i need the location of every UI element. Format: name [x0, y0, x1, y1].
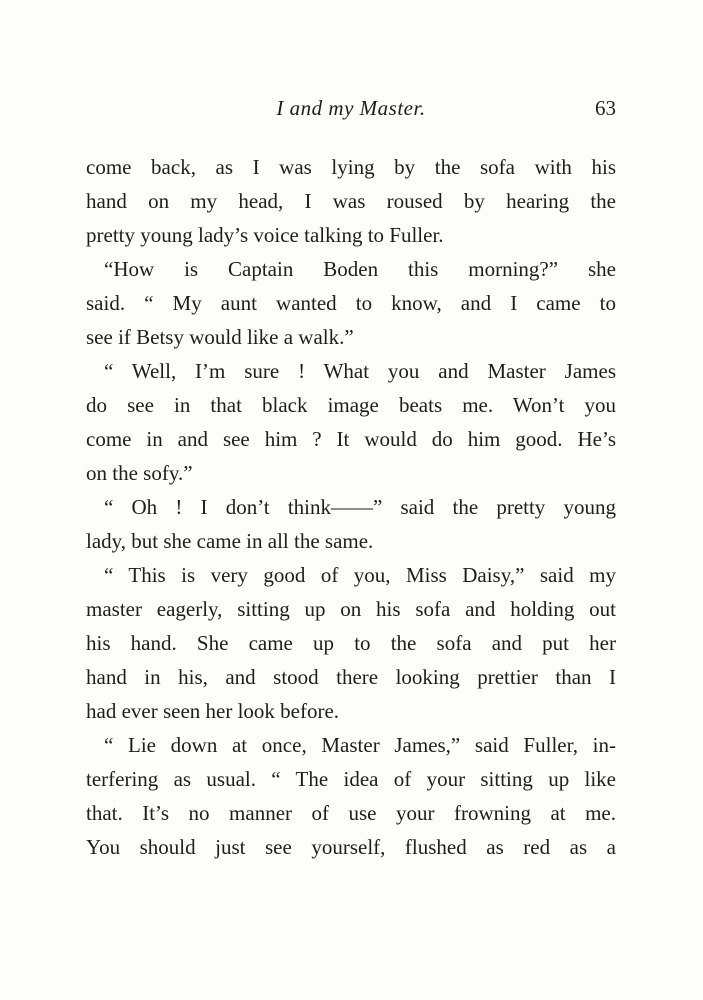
text-line: do see in that black image beats me. Won’t you — [86, 393, 616, 417]
text-line: terfering as usual. “ The idea of your sitting up like — [86, 767, 616, 791]
text-line: You should just see yourself, flushed as red as a — [86, 835, 616, 859]
text-line: “ Lie down at once, Master James,” said Fuller, in- — [104, 733, 616, 757]
text-line: lady, but she came in all the same. — [86, 529, 374, 553]
running-head — [86, 96, 616, 130]
text-line: his hand. She came up to the sofa and put her — [86, 631, 616, 655]
text-line: hand in his, and stood there looking prettier than I — [86, 665, 616, 689]
page-number: 63 — [595, 96, 616, 120]
running-title: I and my Master. — [276, 96, 426, 120]
text-line: “How is Captain Boden this morning?” she — [104, 257, 616, 281]
text-line: had ever seen her look before. — [86, 699, 340, 723]
text-line: on the sofy.” — [86, 461, 193, 485]
text-line: hand on my head, I was roused by hearing the — [86, 189, 616, 213]
text-line: that. It’s no manner of use your frowning at me. — [86, 801, 616, 825]
text-line: come back, as I was lying by the sofa with his — [86, 155, 616, 179]
text-line: master eagerly, sitting up on his sofa and holding out — [86, 597, 616, 621]
text-line: pretty young lady’s voice talking to Fuller. — [86, 223, 444, 247]
text-line: “ Well, I’m sure ! What you and Master James — [104, 359, 616, 383]
text-line: come in and see him ? It would do him good. He’s — [86, 427, 616, 451]
text-line: said. “ My aunt wanted to know, and I came to — [86, 291, 616, 315]
text-line: “ This is very good of you, Miss Daisy,” said my — [104, 563, 616, 587]
body-text — [86, 150, 616, 864]
text-line: “ Oh ! I don’t think——” said the pretty young — [104, 495, 616, 519]
text-line: see if Betsy would like a walk.” — [86, 325, 354, 349]
